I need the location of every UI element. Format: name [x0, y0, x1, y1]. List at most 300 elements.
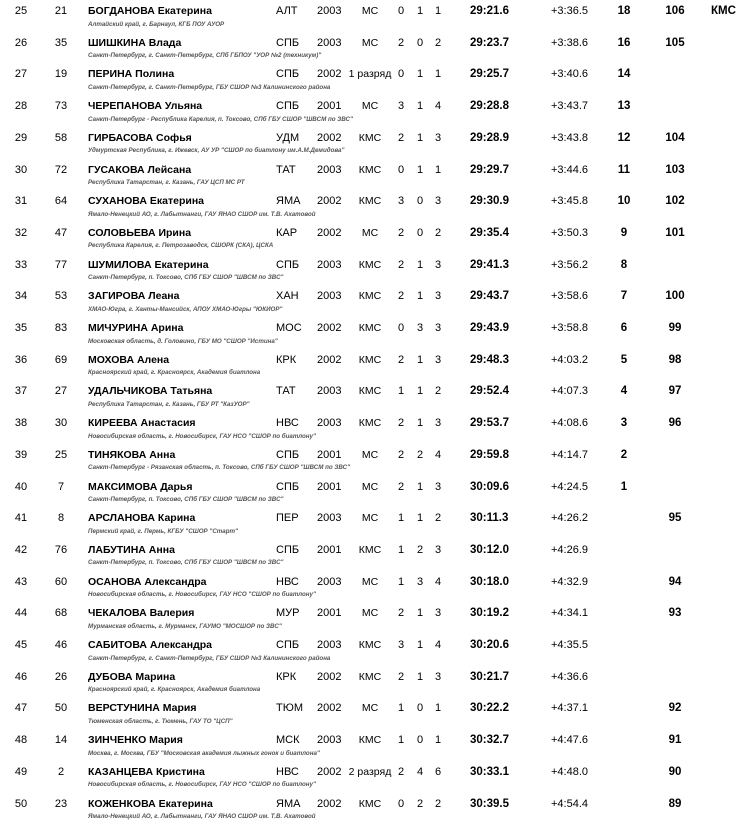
sport-rank: МС — [361, 480, 379, 493]
shooting-stage-1: 0 — [397, 5, 405, 17]
sport-rank: КМС — [358, 322, 382, 334]
time-behind: +3:45.8 — [551, 195, 589, 208]
club-info: Мурманская область, г. Мурманск, ГАУМО "МОСШОР по ЗВС" — [88, 622, 282, 630]
place-cell: 34 — [14, 290, 28, 303]
table-row — [0, 729, 750, 761]
finish-time: 29:35.4 — [470, 226, 510, 239]
athlete-name: ШУМИЛОВА Екатерина — [88, 258, 209, 271]
cup-points: 16 — [617, 36, 631, 49]
total-points: 102 — [665, 195, 685, 208]
birth-year: 2003 — [317, 385, 342, 398]
table-row — [0, 254, 750, 286]
shooting-total: 4 — [434, 448, 442, 461]
finish-time: 29:28.9 — [470, 131, 510, 144]
table-row — [0, 349, 750, 381]
finish-time: 29:59.8 — [470, 448, 510, 461]
time-behind: +4:37.1 — [551, 702, 589, 715]
time-behind: +4:48.0 — [551, 765, 589, 778]
club-info: Алтайский край, г. Барнаул, КГБ ПОУ АУОР — [88, 20, 225, 28]
time-behind: +4:14.7 — [551, 448, 589, 461]
club-info: Ямало-Ненецкий АО, г. Лабытнанги, ГАУ ЯНАО СШОР им. Т.В. Ахатовой — [88, 210, 316, 218]
birth-year: 2003 — [317, 36, 342, 49]
finish-time: 29:41.3 — [470, 258, 510, 271]
region-code: ПЕР — [276, 512, 299, 525]
region-code: СПБ — [276, 36, 300, 49]
bib-cell: 2 — [57, 765, 65, 778]
shooting-stage-1: 0 — [397, 163, 405, 176]
bib-cell: 21 — [54, 5, 68, 17]
club-info: Санкт-Петербург, п. Токсово, СПб ГБУ СШОР "ШВСМ по ЗВС" — [88, 274, 284, 282]
time-behind: +3:58.6 — [551, 290, 589, 303]
region-code: СПБ — [276, 448, 300, 461]
bib-cell: 60 — [54, 575, 68, 588]
athlete-name: ВЕРСТУНИНА Мария — [88, 702, 197, 715]
birth-year: 2001 — [317, 100, 342, 113]
place-cell: 49 — [14, 765, 28, 778]
total-points: 104 — [665, 131, 685, 144]
region-code: ЯМА — [276, 797, 301, 810]
place-cell: 29 — [14, 131, 28, 144]
cup-points: 6 — [620, 322, 628, 334]
time-behind: +4:08.6 — [551, 417, 589, 430]
shooting-stage-1: 2 — [397, 226, 405, 239]
shooting-total: 1 — [434, 734, 442, 747]
cup-points: 7 — [620, 290, 628, 303]
table-row — [0, 380, 750, 412]
club-info: Новосибирская область, г. Новосибирск, ГАУ НСО "СШОР по биатлону" — [88, 432, 316, 440]
birth-year: 2002 — [317, 226, 342, 239]
athlete-name: АРСЛАНОВА Карина — [88, 512, 196, 525]
cup-points: 13 — [617, 100, 631, 113]
club-info: Ямало-Ненецкий АО, г. Лабытнанги, ГАУ ЯНАО СШОР им. Т.В. Ахатовой — [88, 813, 316, 820]
time-behind: +3:40.6 — [551, 68, 589, 81]
shooting-stage-2: 3 — [416, 575, 424, 588]
shooting-total: 2 — [434, 512, 442, 525]
time-behind: +4:36.6 — [551, 670, 589, 683]
table-row — [0, 444, 750, 476]
athlete-name: СОЛОВЬЕВА Ирина — [88, 226, 192, 239]
total-points: 96 — [668, 417, 682, 430]
table-row — [0, 190, 750, 222]
place-cell: 26 — [14, 36, 28, 49]
sport-rank: КМС — [358, 417, 382, 430]
birth-year: 2002 — [317, 765, 342, 778]
place-cell: 39 — [14, 448, 28, 461]
finish-time: 30:22.2 — [470, 702, 510, 715]
birth-year: 2003 — [317, 512, 342, 525]
shooting-stage-2: 0 — [416, 226, 424, 239]
place-cell: 31 — [14, 195, 28, 208]
region-code: ЯМА — [276, 195, 301, 208]
bib-cell: 46 — [54, 639, 68, 651]
total-points: 92 — [668, 702, 682, 715]
table-row — [0, 666, 750, 698]
region-code: МУР — [276, 607, 300, 620]
cup-points: 11 — [617, 163, 631, 176]
athlete-name: МОХОВА Алена — [88, 353, 170, 366]
region-code: СПБ — [276, 543, 300, 556]
bib-cell: 58 — [54, 131, 68, 144]
finish-time: 30:12.0 — [470, 543, 510, 556]
athlete-name: КОЖЕНКОВА Екатерина — [88, 797, 213, 810]
club-info: ХМАО-Югра, г. Ханты-Мансийск, АПОУ ХМАО-Югры "ЮКИОР" — [88, 305, 283, 313]
shooting-stage-1: 2 — [397, 765, 405, 778]
shooting-stage-2: 0 — [416, 734, 424, 747]
place-cell: 45 — [14, 639, 28, 651]
sport-rank: КМС — [358, 734, 382, 747]
birth-year: 2003 — [317, 575, 342, 588]
shooting-stage-2: 1 — [416, 385, 424, 398]
place-cell: 50 — [14, 797, 28, 810]
place-cell: 30 — [14, 163, 28, 176]
shooting-total: 3 — [434, 670, 442, 683]
place-cell: 42 — [14, 543, 28, 556]
shooting-stage-2: 3 — [416, 322, 424, 334]
place-cell: 37 — [14, 385, 28, 398]
cup-points: 12 — [617, 131, 631, 144]
table-row — [0, 507, 750, 539]
place-cell: 32 — [14, 226, 28, 239]
bib-cell: 8 — [57, 512, 65, 525]
region-code: НВС — [276, 765, 299, 778]
athlete-name: ДУБОВА Марина — [88, 670, 176, 683]
table-row — [0, 32, 750, 64]
bib-cell: 77 — [54, 258, 68, 271]
place-cell: 43 — [14, 575, 28, 588]
shooting-stage-1: 2 — [397, 448, 405, 461]
shooting-total: 3 — [434, 480, 442, 493]
shooting-stage-1: 2 — [397, 607, 405, 620]
bib-cell: 19 — [54, 68, 68, 81]
time-behind: +4:34.1 — [551, 607, 589, 620]
shooting-stage-2: 1 — [416, 480, 424, 493]
birth-year: 2003 — [317, 417, 342, 430]
shooting-total: 1 — [434, 68, 442, 81]
club-info: Красноярский край, г. Красноярск, Академия биатлона — [88, 686, 261, 694]
birth-year: 2003 — [317, 163, 342, 176]
time-behind: +4:03.2 — [551, 353, 589, 366]
birth-year: 2002 — [317, 670, 342, 683]
cup-points: 9 — [620, 226, 628, 239]
finish-time: 29:28.8 — [470, 100, 510, 113]
athlete-name: ЗАГИРОВА Леана — [88, 290, 180, 303]
table-row — [0, 571, 750, 603]
time-behind: +3:56.2 — [551, 258, 589, 271]
cup-points: 8 — [620, 258, 628, 271]
birth-year: 2001 — [317, 480, 342, 493]
finish-time: 29:25.7 — [470, 68, 510, 81]
shooting-stage-1: 2 — [397, 131, 405, 144]
birth-year: 2001 — [317, 448, 342, 461]
shooting-stage-1: 1 — [397, 734, 405, 747]
time-behind: +4:32.9 — [551, 575, 589, 588]
place-cell: 36 — [14, 353, 28, 366]
place-cell: 44 — [14, 607, 28, 620]
athlete-name: БОГДАНОВА Екатерина — [88, 5, 212, 17]
time-behind: +4:26.2 — [551, 512, 589, 525]
bib-cell: 47 — [54, 226, 68, 239]
total-points: 94 — [668, 575, 682, 588]
finish-time: 30:39.5 — [470, 797, 510, 810]
place-cell: 38 — [14, 417, 28, 430]
athlete-name: МИЧУРИНА Арина — [88, 322, 184, 334]
time-behind: +4:07.3 — [551, 385, 589, 398]
birth-year: 2002 — [317, 195, 342, 208]
table-row — [0, 63, 750, 95]
time-behind: +3:44.6 — [551, 163, 589, 176]
table-row — [0, 95, 750, 127]
bib-cell: 27 — [54, 385, 68, 398]
shooting-total: 3 — [434, 417, 442, 430]
time-behind: +3:50.3 — [551, 226, 589, 239]
total-points: 99 — [668, 322, 682, 334]
region-code: НВС — [276, 575, 299, 588]
place-cell: 46 — [14, 670, 28, 683]
sport-rank: 2 разряд — [348, 765, 392, 778]
time-behind: +3:43.8 — [551, 131, 589, 144]
shooting-stage-1: 2 — [397, 36, 405, 49]
shooting-stage-1: 1 — [397, 385, 405, 398]
finish-time: 30:19.2 — [470, 607, 510, 620]
table-row — [0, 793, 750, 825]
shooting-total: 3 — [434, 353, 442, 366]
finish-time: 29:30.9 — [470, 195, 510, 208]
shooting-stage-2: 0 — [416, 36, 424, 49]
athlete-name: ЧЕКАЛОВА Валерия — [88, 607, 195, 620]
region-code: ХАН — [276, 290, 299, 303]
shooting-stage-2: 2 — [416, 543, 424, 556]
table-row — [0, 476, 750, 508]
bib-cell: 64 — [54, 195, 68, 208]
shooting-stage-1: 1 — [397, 512, 405, 525]
club-info: Удмуртская Республика, г. Ижевск, АУ УР "СШОР по биатлону им.А.М.Демидова" — [88, 147, 345, 155]
birth-year: 2002 — [317, 353, 342, 366]
time-behind: +4:24.5 — [551, 480, 589, 493]
total-points: 93 — [668, 607, 682, 620]
cup-points: 14 — [617, 68, 631, 81]
shooting-stage-2: 1 — [416, 5, 424, 17]
sport-rank: МС — [361, 702, 379, 715]
shooting-stage-1: 1 — [397, 543, 405, 556]
club-info: Московская область, д. Головино, ГБУ МО "СШОР "Истина" — [88, 337, 278, 345]
place-cell: 35 — [14, 322, 28, 334]
birth-year: 2002 — [317, 322, 342, 334]
shooting-stage-2: 4 — [416, 765, 424, 778]
finish-time: 29:43.9 — [470, 322, 510, 334]
place-cell: 28 — [14, 100, 28, 113]
sport-rank: МС — [361, 100, 379, 113]
sport-rank: КМС — [358, 163, 382, 176]
shooting-stage-2: 1 — [416, 131, 424, 144]
total-points: 90 — [668, 765, 682, 778]
finish-time: 29:52.4 — [470, 385, 510, 398]
sport-rank: КМС — [358, 131, 382, 144]
club-info: Республика Татарстан, г. Казань, ГБУ РТ "КазУОР" — [88, 400, 250, 408]
shooting-stage-1: 3 — [397, 195, 405, 208]
finish-time: 29:48.3 — [470, 353, 510, 366]
cup-points: 4 — [620, 385, 628, 398]
club-info: Санкт-Петербург - Республика Карелия, п. Токсово, СПб ГБУ СШОР "ШВСМ по ЗВС" — [88, 115, 353, 123]
finish-time: 30:20.6 — [470, 639, 510, 651]
sport-rank: МС — [361, 448, 379, 461]
finish-time: 30:33.1 — [470, 765, 510, 778]
shooting-total: 3 — [434, 131, 442, 144]
athlete-name: ШИШКИНА Влада — [88, 36, 182, 49]
bib-cell: 30 — [54, 417, 68, 430]
region-code: КРК — [276, 670, 297, 683]
shooting-total: 3 — [434, 543, 442, 556]
shooting-total: 2 — [434, 36, 442, 49]
birth-year: 2003 — [317, 5, 342, 17]
region-code: СПБ — [276, 258, 300, 271]
time-behind: +3:58.8 — [551, 322, 589, 334]
region-code: МОС — [276, 322, 302, 334]
shooting-stage-1: 2 — [397, 290, 405, 303]
total-points: 98 — [668, 353, 682, 366]
total-points: 101 — [665, 226, 685, 239]
total-points: 91 — [668, 734, 682, 747]
cup-points: 2 — [620, 448, 628, 461]
bib-cell: 7 — [57, 480, 65, 493]
total-points: 105 — [665, 36, 685, 49]
bib-cell: 25 — [54, 448, 68, 461]
awarded-rank: КМС — [711, 5, 736, 17]
shooting-total: 1 — [434, 5, 442, 17]
athlete-name: КИРЕЕВА Анастасия — [88, 417, 196, 430]
athlete-name: ГУСАКОВА Лейсана — [88, 163, 192, 176]
athlete-name: ЗИНЧЕНКО Мария — [88, 734, 183, 747]
bib-cell: 35 — [54, 36, 68, 49]
table-row — [0, 317, 750, 349]
total-points: 89 — [668, 797, 682, 810]
club-info: Новосибирская область, г. Новосибирск, ГАУ НСО "СШОР по биатлону" — [88, 781, 316, 789]
time-behind: +3:36.5 — [551, 5, 589, 17]
athlete-name: ЧЕРЕПАНОВА Ульяна — [88, 100, 203, 113]
athlete-name: МАКСИМОВА Дарья — [88, 480, 193, 493]
shooting-stage-2: 1 — [416, 512, 424, 525]
region-code: УДМ — [276, 131, 300, 144]
athlete-name: УДАЛЬЧИКОВА Татьяна — [88, 385, 213, 398]
sport-rank: МС — [361, 36, 379, 49]
time-behind: +4:54.4 — [551, 797, 589, 810]
shooting-total: 3 — [434, 322, 442, 334]
table-row — [0, 222, 750, 254]
table-row — [0, 127, 750, 159]
club-info: Тюменская область, г. Тюмень, ГАУ ТО "ЦСП" — [88, 717, 233, 725]
shooting-stage-1: 2 — [397, 353, 405, 366]
club-info: Республика Татарстан, г. Казань, ГАУ ЦСП МС РТ — [88, 179, 245, 186]
birth-year: 2001 — [317, 607, 342, 620]
bib-cell: 53 — [54, 290, 68, 303]
shooting-total: 4 — [434, 639, 442, 651]
shooting-stage-1: 1 — [397, 702, 405, 715]
birth-year: 2003 — [317, 734, 342, 747]
shooting-total: 3 — [434, 607, 442, 620]
club-info: Санкт-Петербург, п. Токсово, СПб ГБУ СШОР "ШВСМ по ЗВС" — [88, 496, 284, 503]
shooting-stage-2: 1 — [416, 417, 424, 430]
athlete-name: САБИТОВА Александра — [88, 639, 213, 651]
birth-year: 2002 — [317, 131, 342, 144]
sport-rank: КМС — [358, 353, 382, 366]
table-row — [0, 634, 750, 666]
shooting-stage-2: 1 — [416, 353, 424, 366]
athlete-name: КАЗАНЦЕВА Кристина — [88, 765, 205, 778]
athlete-name: ТИНЯКОВА Анна — [88, 448, 176, 461]
finish-time: 29:53.7 — [470, 417, 510, 430]
shooting-stage-1: 0 — [397, 68, 405, 81]
time-behind: +3:43.7 — [551, 100, 589, 113]
shooting-stage-2: 1 — [416, 100, 424, 113]
time-behind: +4:35.5 — [551, 639, 589, 651]
total-points: 106 — [665, 5, 685, 17]
bib-cell: 23 — [54, 797, 68, 810]
shooting-stage-2: 2 — [416, 448, 424, 461]
table-row — [0, 602, 750, 634]
shooting-stage-1: 2 — [397, 670, 405, 683]
place-cell: 40 — [14, 480, 28, 493]
shooting-stage-1: 2 — [397, 417, 405, 430]
shooting-stage-2: 1 — [416, 258, 424, 271]
cup-points: 1 — [620, 480, 628, 493]
total-points: 95 — [668, 512, 682, 525]
finish-time: 30:21.7 — [470, 670, 510, 683]
shooting-stage-2: 2 — [416, 797, 424, 810]
region-code: НВС — [276, 417, 299, 430]
shooting-stage-1: 0 — [397, 322, 405, 334]
finish-time: 29:43.7 — [470, 290, 510, 303]
table-row — [0, 159, 750, 191]
shooting-stage-1: 2 — [397, 258, 405, 271]
table-row — [0, 697, 750, 729]
club-info: Санкт-Петербург, п. Токсово, СПб ГБУ СШОР "ШВСМ по ЗВС" — [88, 559, 284, 567]
club-info: Санкт-Петербург, г. Санкт-Петербург, СПб ГБПОУ "УОР №2 (техникум)" — [88, 52, 322, 60]
total-points: 97 — [668, 385, 682, 398]
shooting-total: 3 — [434, 290, 442, 303]
birth-year: 2002 — [317, 797, 342, 810]
sport-rank: КМС — [358, 258, 382, 271]
athlete-name: ПЕРИНА Полина — [88, 68, 175, 81]
table-row — [0, 0, 750, 32]
shooting-stage-2: 1 — [416, 163, 424, 176]
shooting-stage-1: 3 — [397, 100, 405, 113]
place-cell: 25 — [14, 5, 28, 17]
sport-rank: КМС — [358, 195, 382, 208]
total-points: 103 — [665, 163, 685, 176]
shooting-stage-2: 1 — [416, 290, 424, 303]
shooting-stage-1: 2 — [397, 480, 405, 493]
table-row — [0, 761, 750, 793]
region-code: ТАТ — [276, 385, 296, 398]
place-cell: 48 — [14, 734, 28, 747]
sport-rank: КМС — [358, 797, 382, 810]
place-cell: 41 — [14, 512, 28, 525]
shooting-total: 4 — [434, 100, 442, 113]
shooting-total: 1 — [434, 702, 442, 715]
shooting-total: 4 — [434, 575, 442, 588]
finish-time: 30:32.7 — [470, 734, 510, 747]
club-info: Санкт-Петербург, г. Санкт-Петербург, ГБУ СШОР №3 Калининского района — [88, 654, 331, 662]
shooting-stage-1: 3 — [397, 639, 405, 651]
place-cell: 47 — [14, 702, 28, 715]
region-code: СПБ — [276, 480, 300, 493]
club-info: Пермский край, г. Пермь, КГБУ "СШОР "Старт" — [88, 527, 238, 535]
club-info: Москва, г. Москва, ГБУ "Московская академия лыжных гонок и биатлона" — [88, 749, 320, 757]
birth-year: 2001 — [317, 543, 342, 556]
region-code: СПБ — [276, 100, 300, 113]
athlete-name: ГИРБАСОВА Софья — [88, 131, 192, 144]
region-code: КРК — [276, 353, 297, 366]
finish-time: 30:18.0 — [470, 575, 510, 588]
